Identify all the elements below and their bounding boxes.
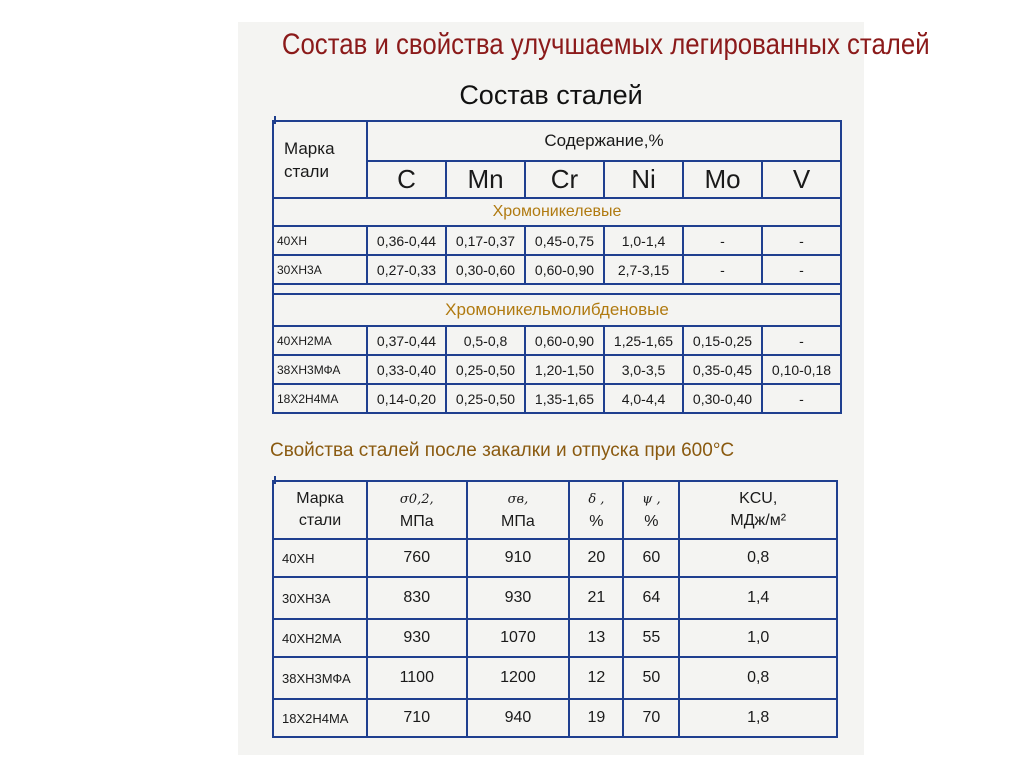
table-row: [273, 384, 841, 413]
value-cell: 0,60-0,90: [525, 255, 604, 284]
properties-heading-text: Свойства сталей после закалки и отпуска при 600: [270, 440, 713, 461]
grade-cell: 40ХН: [273, 539, 367, 577]
value-cell: 70: [623, 699, 679, 737]
value-cell: 0,17-0,37: [446, 226, 525, 255]
header-bottom: МПа: [399, 512, 434, 530]
column-header: [273, 481, 367, 539]
grade-cell: 40ХН: [273, 226, 367, 255]
table-row: [273, 657, 837, 699]
column-header: [623, 481, 679, 539]
document-title: Состав и свойства улучшаемых легированных сталей: [281, 28, 930, 61]
value-cell: 0,8: [679, 539, 837, 577]
properties-heading: [270, 440, 860, 462]
header-bottom: МПа: [501, 512, 535, 530]
value-cell: 0,5-0,8: [446, 326, 525, 355]
header-top: Марка: [296, 490, 344, 507]
value-cell: 0,36-0,44: [367, 226, 446, 255]
value-cell: 64: [623, 577, 679, 619]
value-cell: 60: [623, 539, 679, 577]
header-top: KCU,: [739, 490, 778, 507]
column-header: [367, 481, 467, 539]
spacer-row: [273, 284, 841, 294]
grade-cell: 18Х2Н4МА: [273, 699, 367, 737]
grade-cell: 38ХН3МФА: [273, 657, 367, 699]
value-cell: 1,25-1,65: [604, 326, 683, 355]
value-cell: 0,33-0,40: [367, 355, 446, 384]
value-cell: 760: [367, 539, 467, 577]
value-cell: 1,4: [679, 577, 837, 619]
value-cell: 830: [367, 577, 467, 619]
header-bottom: %: [644, 512, 659, 530]
spacer-cell: [273, 284, 841, 294]
element-header: V: [762, 161, 841, 198]
composition-heading: Состав сталей: [459, 80, 643, 110]
table-row: [273, 619, 837, 657]
value-cell: -: [762, 326, 841, 355]
value-cell: 0,30-0,60: [446, 255, 525, 284]
table-row: [273, 326, 841, 355]
element-header: Ni: [604, 161, 683, 198]
value-cell: 0,27-0,33: [367, 255, 446, 284]
value-cell: 1,0: [679, 619, 837, 657]
header-bottom: стали: [298, 512, 342, 529]
value-cell: -: [762, 226, 841, 255]
value-cell: 20: [569, 539, 623, 577]
value-cell: 13: [569, 619, 623, 657]
header-bottom: МДж/м²: [730, 512, 787, 529]
value-cell: 0,14-0,20: [367, 384, 446, 413]
value-cell: -: [683, 226, 762, 255]
element-header: Mo: [683, 161, 762, 198]
element-header: Mn: [446, 161, 525, 198]
value-cell: 940: [467, 699, 570, 737]
value-cell: 1,8: [679, 699, 837, 737]
element-header: C: [367, 161, 446, 198]
grade-cell: 38ХН3МФА: [273, 355, 367, 384]
value-cell: 1,0-1,4: [604, 226, 683, 255]
table-row: [273, 255, 841, 284]
value-cell: 1200: [467, 657, 570, 699]
group-label: Хромоникелевые: [273, 198, 841, 226]
value-cell: 0,45-0,75: [525, 226, 604, 255]
header-top: ψ ,: [642, 491, 661, 507]
group-label: Хромоникельмолибденовые: [273, 294, 841, 326]
value-cell: 1,35-1,65: [525, 384, 604, 413]
value-cell: 21: [569, 577, 623, 619]
value-cell: 50: [623, 657, 679, 699]
composition-table: [272, 120, 842, 414]
value-cell: 1100: [367, 657, 467, 699]
value-cell: 2,7-3,15: [604, 255, 683, 284]
grade-cell: 30ХН3А: [273, 255, 367, 284]
value-cell: 0,15-0,25: [683, 326, 762, 355]
value-cell: 0,10-0,18: [762, 355, 841, 384]
value-cell: 3,0-3,5: [604, 355, 683, 384]
column-header: [679, 481, 837, 539]
header-top: σ0,2,: [399, 491, 434, 507]
value-cell: 0,8: [679, 657, 837, 699]
grade-cell: 30ХН3А: [273, 577, 367, 619]
value-cell: 4,0-4,4: [604, 384, 683, 413]
table-row: [273, 355, 841, 384]
header-bottom: %: [589, 512, 604, 530]
value-cell: 1070: [467, 619, 570, 657]
grade-cell: 40ХН2МА: [273, 326, 367, 355]
value-cell: 19: [569, 699, 623, 737]
table-row: [273, 226, 841, 255]
value-cell: 0,37-0,44: [367, 326, 446, 355]
value-cell: 1,20-1,50: [525, 355, 604, 384]
column-header: [467, 481, 570, 539]
value-cell: 710: [367, 699, 467, 737]
value-cell: 0,60-0,90: [525, 326, 604, 355]
table-row: [273, 699, 837, 737]
element-header: Cr: [525, 161, 604, 198]
grade-cell: 18Х2Н4МА: [273, 384, 367, 413]
temperature-unit: °С: [712, 440, 735, 461]
grade-cell: 40ХН2МА: [273, 619, 367, 657]
value-cell: 0,30-0,40: [683, 384, 762, 413]
value-cell: 930: [467, 577, 570, 619]
content-header: Содержание,%: [367, 121, 841, 161]
value-cell: -: [762, 384, 841, 413]
column-header: [569, 481, 623, 539]
table-row: [273, 577, 837, 619]
value-cell: -: [762, 255, 841, 284]
header-top: δ ,: [588, 491, 605, 507]
properties-table: [272, 480, 838, 738]
value-cell: 0,25-0,50: [446, 355, 525, 384]
value-cell: 910: [467, 539, 570, 577]
value-cell: 0,35-0,45: [683, 355, 762, 384]
grade-header: Марка стали: [273, 121, 367, 198]
value-cell: 0,25-0,50: [446, 384, 525, 413]
value-cell: -: [683, 255, 762, 284]
header-top: σв,: [507, 491, 529, 507]
table-row: [273, 539, 837, 577]
value-cell: 12: [569, 657, 623, 699]
value-cell: 55: [623, 619, 679, 657]
value-cell: 930: [367, 619, 467, 657]
